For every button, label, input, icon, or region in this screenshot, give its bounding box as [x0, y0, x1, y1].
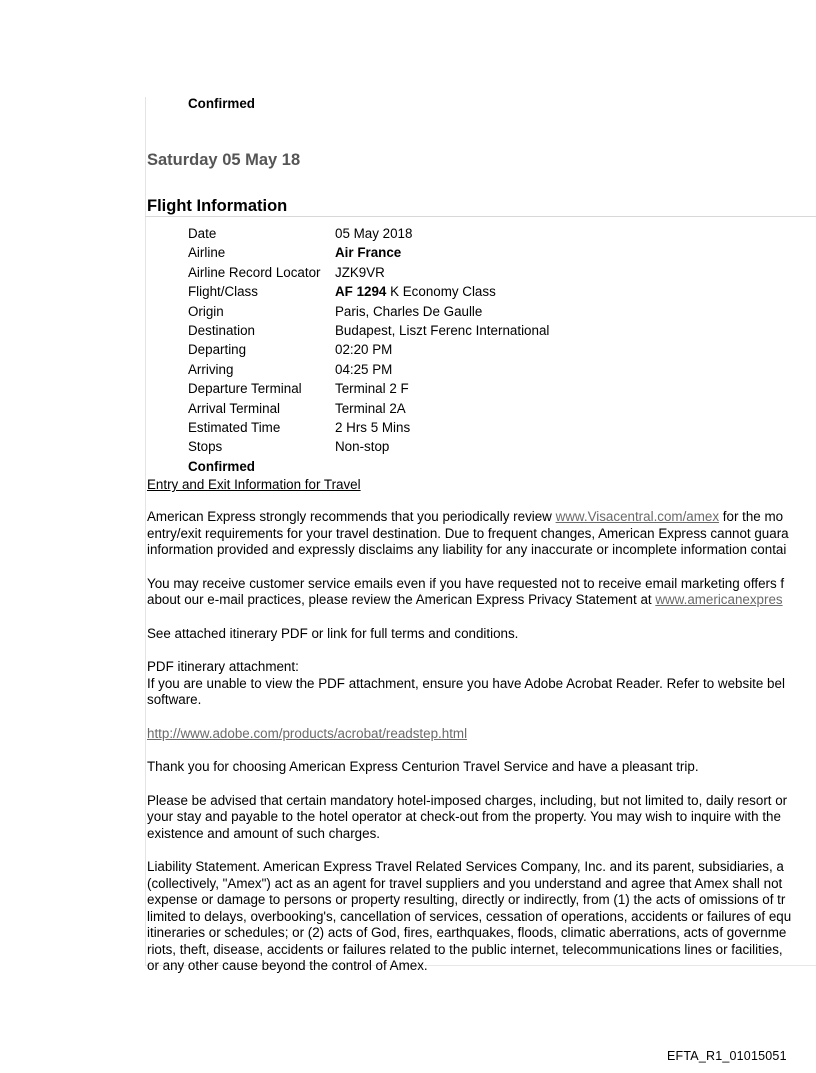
row-departure-terminal	[188, 380, 549, 399]
destination-label: Destination	[188, 322, 255, 338]
date-label: Date	[188, 226, 217, 241]
day-heading: Saturday 05 May 18	[147, 151, 301, 169]
thank-you-paragraph: Thank you for choosing American Express Centurion Travel Service and have a pleasant trip.	[147, 759, 699, 774]
terms-paragraph: See attached itinerary PDF or link for full terms and conditions.	[147, 625, 519, 641]
entry-exit-info-link[interactable]: Entry and Exit Information for Travel	[147, 477, 361, 492]
privacy-statement-link[interactable]: www.americanexpres	[655, 592, 783, 607]
legal-text-block	[147, 509, 816, 992]
row-estimated-time	[188, 419, 549, 438]
flight-info-table	[188, 225, 549, 458]
arrival-terminal-value: Terminal 2A	[335, 400, 406, 416]
visa-paragraph: American Express strongly recommends that you periodically review www.Visacentral.com/amex for the mo entry/exit requirements for your travel destination. Due to frequent changes, American Express cannot guara information provided and expressly disclaims any liability for any inaccurate or incomplete information contai	[147, 509, 789, 557]
date-value: 05 May 2018	[335, 226, 413, 241]
arrival-terminal-label: Arrival Terminal	[188, 400, 281, 416]
visacentral-link[interactable]: www.Visacentral.com/amex	[555, 509, 720, 524]
arriving-label: Arriving	[188, 361, 234, 377]
hotel-charges-paragraph: Please be advised that certain mandatory hotel-imposed charges, including, but not limited to, daily resort or your stay and payable to the hotel operator at check-out from the property. You may wish to inquire with the existence and amount of such charges.	[147, 792, 788, 841]
flight-information-heading: Flight Information	[147, 197, 288, 215]
left-border	[145, 97, 146, 965]
flight-class-label: Flight/Class	[188, 284, 258, 300]
pdf-paragraph: PDF itinerary attachment: If you are unable to view the PDF attachment, ensure you have Adobe Acrobat Reader. Refer to website bel software.	[147, 659, 785, 707]
airline-value: Air France	[335, 245, 402, 261]
row-departing	[188, 341, 549, 360]
estimated-time-label: Estimated Time	[188, 419, 281, 435]
departure-terminal-value: Terminal 2 F	[335, 381, 409, 397]
section-divider	[145, 216, 816, 217]
stops-value: Non-stop	[335, 439, 390, 455]
row-locator	[188, 264, 549, 283]
row-arrival-terminal	[188, 400, 549, 419]
booking-status-bottom: Confirmed	[188, 459, 255, 474]
stops-label: Stops	[188, 439, 223, 455]
email-paragraph: You may receive customer service emails even if you have requested not to receive email marketing offers f about our e-mail practices, please review the American Express Privacy Statement at www.americanexpres	[147, 575, 785, 607]
row-date	[188, 225, 549, 244]
origin-label: Origin	[188, 303, 224, 319]
booking-status-top: Confirmed	[188, 96, 255, 111]
arriving-value: 04:25 PM	[335, 361, 393, 377]
flight-number: AF 1294	[335, 284, 387, 300]
adobe-reader-link[interactable]: http://www.adobe.com/products/acrobat/readstep.html	[147, 725, 468, 741]
departing-value: 02:20 PM	[335, 342, 393, 358]
origin-value: Paris, Charles De Gaulle	[335, 303, 483, 319]
destination-value: Budapest, Liszt Ferenc International	[335, 322, 550, 338]
row-flight-class	[188, 283, 549, 302]
locator-value: JZK9VR	[335, 264, 385, 280]
departing-label: Departing	[188, 342, 247, 358]
row-arriving	[188, 361, 549, 380]
liability-paragraph: Liability Statement. American Express Travel Related Services Company, Inc. and its parent, subsidiaries, a (collectively, "Amex") act as an agent for travel suppliers and you understand and agree that Amex shall not expense or damage to persons or property resulting, directly or indirectly, from (1) the acts of omissions of tr limited to delays, overbooking's, cancellation of services, cessation of operations, accidents or failures of equ itineraries or schedules; or (2) acts of God, fires, earthquakes, floods, climatic aberrations, acts of governme riots, theft, disease, accidents or failures related to the public internet, telecommunications lines or facilities, or any other cause beyond the control of Amex.	[147, 859, 792, 973]
estimated-time-value: 2 Hrs 5 Mins	[335, 419, 411, 435]
row-stops	[188, 438, 549, 457]
row-airline	[188, 244, 549, 263]
document-id: EFTA_R1_01015051	[667, 1049, 787, 1063]
locator-label: Airline Record Locator	[188, 264, 321, 280]
row-destination	[188, 322, 549, 341]
row-origin	[188, 303, 549, 322]
class-value: K Economy Class	[390, 284, 496, 300]
departure-terminal-label: Departure Terminal	[188, 381, 302, 397]
airline-label: Airline	[188, 245, 226, 261]
